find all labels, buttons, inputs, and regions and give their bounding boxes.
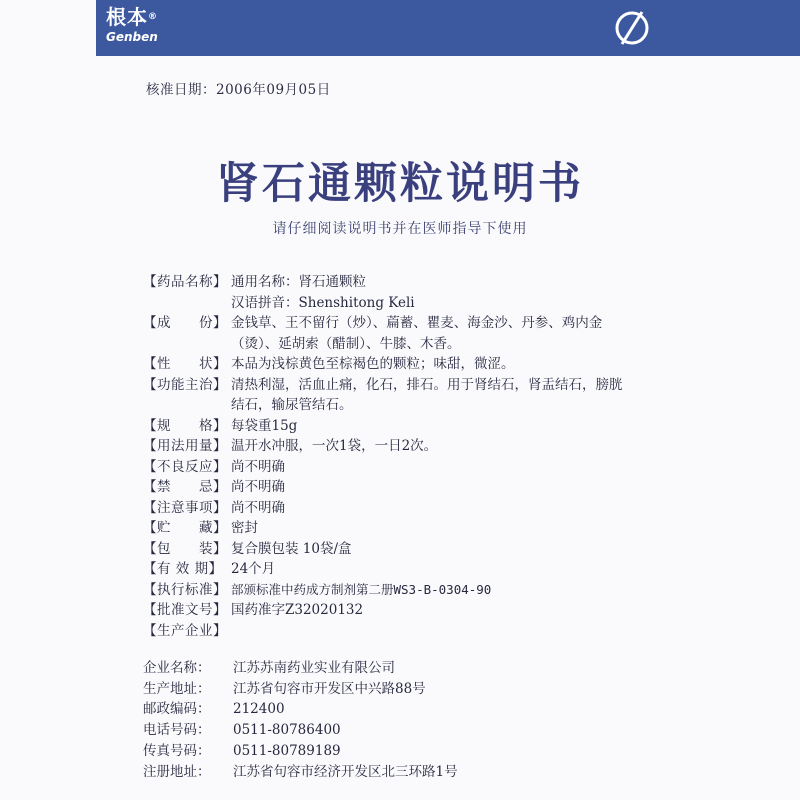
section-label: 【成 份】: [143, 315, 227, 331]
section-text: 复合膜包装 10袋/盒: [231, 540, 352, 557]
production-address-row: [143, 679, 723, 700]
phone-row: [143, 720, 723, 741]
fax-row: [143, 741, 723, 762]
section-dosage: [143, 436, 723, 457]
section-label: 【有 效 期】: [143, 561, 223, 577]
section-manufacturer: [143, 621, 723, 642]
registered-mark: ®: [148, 12, 158, 22]
postal-code-row: [143, 699, 723, 720]
section-label: 【批准文号】: [143, 602, 227, 618]
section-text: 金钱草、王不留行（炒）、萹蓄、瞿麦、海金沙、丹参、鸡内金: [231, 315, 603, 331]
registered-address-row: [143, 762, 723, 783]
section-label: 【药品名称】: [143, 274, 227, 290]
company-value: 0511-80789189: [233, 742, 341, 759]
section-adverse-reactions: [143, 457, 723, 478]
section-label: 【注意事项】: [143, 499, 227, 516]
section-storage: [143, 518, 723, 539]
section-shelf-life: [143, 559, 723, 580]
section-description: [143, 354, 723, 375]
section-contraindications: [143, 477, 723, 498]
brand-logo: [106, 5, 158, 44]
company-value: 212400: [233, 701, 285, 718]
company-name-row: [143, 658, 723, 679]
section-label: 【贮 藏】: [143, 520, 227, 536]
company-label: 企业名称：: [143, 660, 211, 676]
document-title: 肾石通颗粒说明书: [216, 159, 584, 209]
header-bar: [96, 0, 800, 56]
company-value: 0511-80786400: [233, 722, 341, 739]
section-indications: [143, 375, 723, 416]
section-text: 本品为浅棕黄色至棕褐色的颗粒；味甜，微涩。: [231, 356, 515, 372]
section-text: 尚不明确: [231, 479, 285, 495]
section-text: 汉语拼音：Shenshitong Keli: [231, 294, 415, 311]
company-label: 注册地址：: [143, 763, 211, 780]
section-label: 【规 格】: [143, 417, 227, 434]
section-text: （烫）、延胡索（醋制）、牛膝、木香。: [231, 335, 461, 352]
section-approval-number: [143, 600, 723, 621]
approval-date: 核准日期：2006年09月05日: [146, 82, 331, 98]
section-precautions: [143, 498, 723, 519]
section-drug-name: [143, 272, 723, 313]
section-text: 每袋重15g: [231, 417, 298, 434]
company-label: 邮政编码：: [143, 701, 211, 718]
company-value: 江苏省句容市开发区中兴路88号: [233, 680, 426, 697]
section-text: 部颁标准中药成方制剂第二册WS3-B-0304-90: [231, 581, 492, 597]
section-specification: [143, 416, 723, 437]
section-text: 通用名称：肾石通颗粒: [231, 274, 366, 290]
section-text: 国药准字Z32020132: [231, 602, 364, 618]
section-text: 密封: [231, 520, 258, 536]
section-label: 【功能主治】: [143, 376, 227, 393]
section-text: 清热利湿，活血止痛，化石，排石。用于肾结石，肾盂结石，膀胱: [231, 376, 623, 393]
section-packaging: [143, 539, 723, 560]
section-ingredients: [143, 313, 723, 354]
company-label: 生产地址：: [143, 680, 211, 697]
section-label: 【性 状】: [143, 356, 227, 372]
company-label: 传真号码：: [143, 742, 211, 759]
section-text: 尚不明确: [231, 458, 285, 475]
section-label: 【禁 忌】: [143, 479, 227, 495]
company-value: 江苏苏南药业实业有限公司: [233, 660, 395, 676]
brand-name-cn: 根本: [106, 5, 148, 29]
section-label: 【不良反应】: [143, 458, 227, 475]
empty-set-icon: [612, 8, 652, 48]
brand-name-en: Genben: [106, 30, 158, 44]
company-label: 电话号码：: [143, 722, 211, 739]
section-text: 温开水冲服，一次1袋，一日2次。: [231, 438, 438, 454]
section-text: 尚不明确: [231, 499, 285, 516]
section-text: 结石，输尿管结石。: [231, 397, 353, 413]
section-label: 【包 装】: [143, 540, 227, 557]
document-subtitle: 请仔细阅读说明书并在医师指导下使用: [272, 221, 528, 237]
company-value: 江苏省句容市经济开发区北三环路1号: [233, 763, 458, 780]
section-label: 【用法用量】: [143, 438, 227, 454]
company-info: [143, 658, 723, 782]
section-label: 【执行标准】: [143, 581, 227, 598]
section-label: 【生产企业】: [143, 622, 227, 639]
sections-list: [143, 272, 723, 641]
section-standard: [143, 580, 723, 601]
section-text: 24个月: [231, 561, 276, 577]
